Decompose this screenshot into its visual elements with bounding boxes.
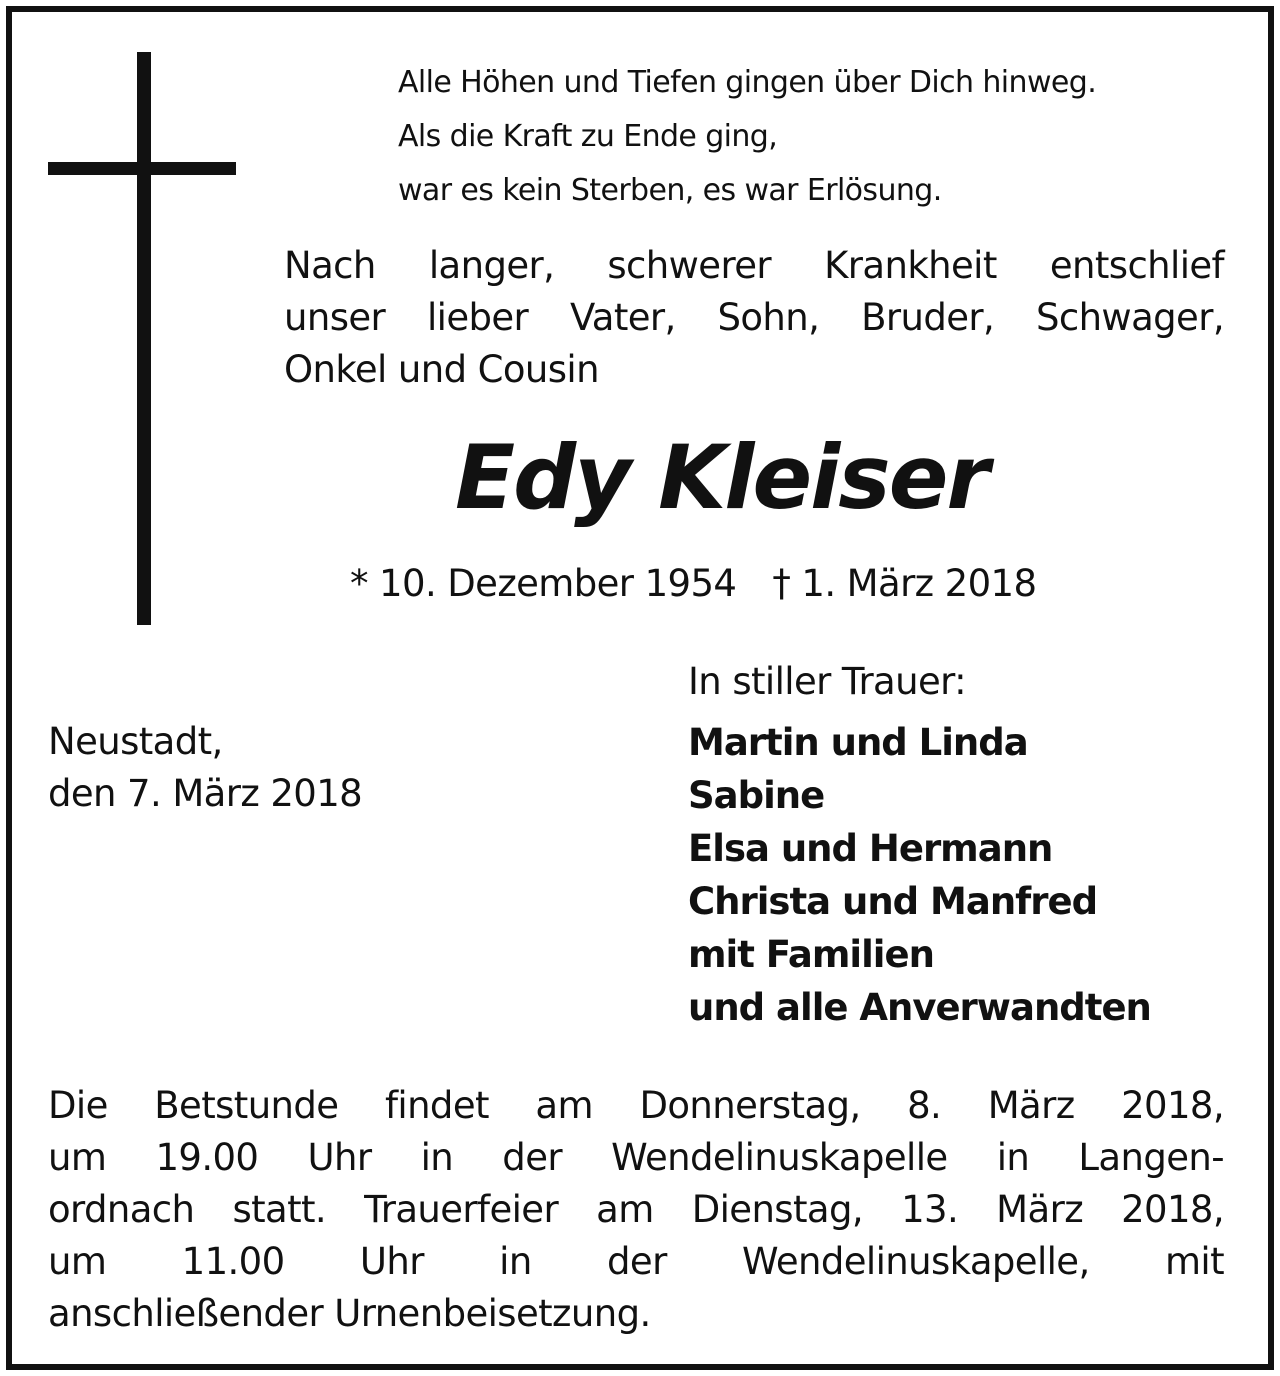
place-date [48,716,362,820]
notice-line: anschließender Urnenbeisetzung. [48,1292,651,1335]
birth-date: * 10. Dezember 1954 [350,562,737,605]
mourner-name: mit Familien [688,933,934,976]
poem-line: war es kein Sterben, es war Erlösung. [398,173,942,208]
place: Neustadt, [48,720,223,763]
mourner-name: Christa und Manfred [688,880,1098,923]
notice-line: um 11.00 Uhr in der Wendelinuskapelle, mit [48,1240,1224,1283]
mourner-list [688,716,1151,1034]
mourner-name: und alle Anverwandten [688,986,1151,1029]
poem-line: Alle Höhen und Tiefen gingen über Dich hinweg. [398,65,1097,100]
cross-vertical-bar [137,52,151,625]
deceased-name: Edy Kleiser [455,426,988,529]
mourner-name: Martin und Linda [688,721,1028,764]
notice-line: Die Betstunde findet am Donnerstag, 8. März 2018, [48,1084,1224,1127]
notice-line: um 19.00 Uhr in der Wendelinuskapelle in Langen- [48,1136,1224,1179]
announcement-date: den 7. März 2018 [48,772,363,815]
intro-line: unser lieber Vater, Sohn, Bruder, Schwager, [284,296,1224,339]
notice-line: ordnach statt. Trauerfeier am Dienstag, 13. März 2018, [48,1188,1224,1231]
intro-line: Nach langer, schwerer Krankheit entschlief [284,244,1224,287]
cross-horizontal-bar [48,162,236,175]
intro-line: Onkel und Cousin [284,348,599,391]
intro-text [284,240,1224,396]
poem [398,56,1258,218]
mourning-label: In stiller Trauer: [688,660,966,703]
death-date: † 1. März 2018 [772,562,1037,605]
mourner-name: Elsa und Hermann [688,827,1053,870]
mourner-name: Sabine [688,774,825,817]
poem-line: Als die Kraft zu Ende ging, [398,119,778,154]
life-dates [350,558,1036,610]
service-notice [48,1080,1224,1340]
